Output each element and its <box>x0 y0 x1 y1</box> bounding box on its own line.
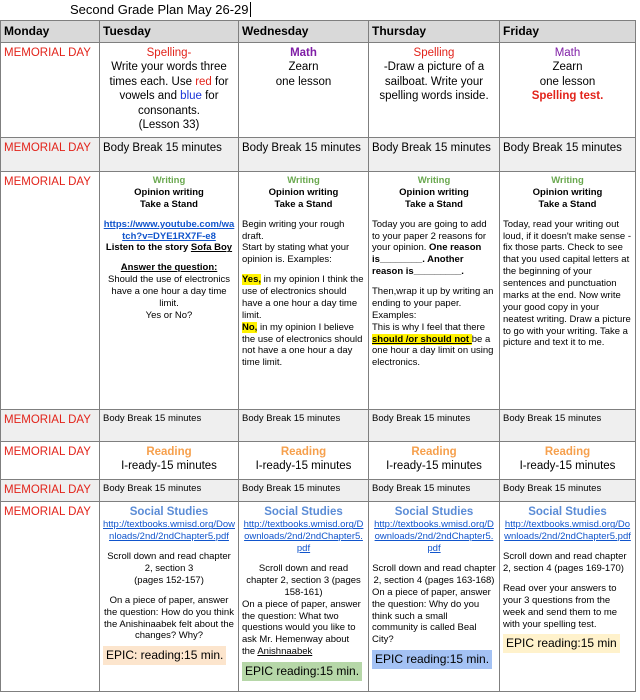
fri-writing-text: Today, read your writing out loud, if it doesn't make sense -fix those parts. Check to see that you used capital letters at the beginning of your sentences and punctuation marks at the end. Now write your good copy in your neatest writing. Draw a picture to go with your writing. Take a picture and text it to me. <box>503 218 632 349</box>
social-heading: Social Studies <box>264 506 343 518</box>
writing-heading: Writing <box>152 175 186 186</box>
thu-text: be a one hour a day limit on using electronics. <box>372 333 494 369</box>
memorial-day-cell: MEMORIAL DAY <box>1 172 100 410</box>
question-label: Answer the question: <box>120 262 218 274</box>
textbook-link[interactable]: http://textbooks.wmisd.org/Downloads/2nd/2ndChapter5.pdf <box>504 519 631 543</box>
pages: (pages 152-157) <box>134 574 204 586</box>
spelling-instructions: -Draw a picture of a sailboat. Write your spelling words inside. <box>379 61 489 103</box>
friday-math-cell <box>500 43 636 138</box>
listen-text: Listen to the story <box>105 242 191 254</box>
day-header-thursday: Thursday <box>369 21 500 43</box>
day-header-tuesday: Tuesday <box>100 21 239 43</box>
question-underlined: Anishnaabek <box>257 646 313 658</box>
body-break-cell: Body Break 15 minutes <box>100 410 239 442</box>
wednesday-math-cell <box>239 43 369 138</box>
body-break-cell: Body Break 15 minutes <box>369 480 500 502</box>
epic-reading-badge: EPIC: reading:15 min. <box>103 646 226 665</box>
writing-heading: Writing <box>551 175 584 186</box>
yes-text: in my opinion I think the use of electronics should have a one hour a day time limit. <box>242 274 364 321</box>
writing-heading: Writing <box>417 175 451 186</box>
spelling-test: Spelling test. <box>531 90 604 103</box>
textbook-link[interactable]: http://textbooks.wmisd.org/Downloads/2nd/2ndChapter5.pdf <box>243 519 364 555</box>
social-heading: Social Studies <box>528 506 607 518</box>
math-line: Zearn <box>288 61 319 74</box>
listen-story <box>103 242 235 254</box>
reading-cell <box>239 442 369 480</box>
header-row <box>1 21 636 43</box>
writing-sub: Take a Stand <box>405 198 463 210</box>
reading-line: I-ready-15 minutes <box>386 460 482 473</box>
instr-text: for consonants. <box>137 90 219 117</box>
row-body-break <box>1 410 636 442</box>
no-text: in my opinion I believe the use of electronics should not have a one hour a day time limit. <box>242 321 363 369</box>
social-heading: Social Studies <box>394 506 474 518</box>
tuesday-spelling-cell <box>100 43 239 138</box>
day-header-wednesday: Wednesday <box>239 21 369 43</box>
no-highlight: No, <box>242 321 258 333</box>
thursday-writing-cell <box>369 172 500 410</box>
epic-reading-badge: EPIC reading:15 min <box>503 634 620 653</box>
textbook-link[interactable]: http://textbooks.wmisd.org/Downloads/2nd/2ndChapter5.pdf <box>374 519 494 555</box>
row-body-break <box>1 138 636 172</box>
friday-writing-cell <box>500 172 636 410</box>
body-break-cell: Body Break 15 minutes <box>239 138 369 172</box>
thu-text: This is why I feel that there <box>372 321 485 333</box>
body-break-cell: Body Break 15 minutes <box>239 480 369 502</box>
tuesday-social-cell <box>100 502 239 692</box>
writing-sub: Take a Stand <box>274 198 333 210</box>
math-line: one lesson <box>539 75 596 88</box>
question <box>242 599 365 658</box>
writing-sub: Opinion writing <box>268 186 339 198</box>
thu-reasons <box>372 219 496 278</box>
spelling-heading: Spelling <box>413 47 455 59</box>
document-title-text: Second Grade Plan May 26-29 <box>70 2 249 17</box>
thu-example <box>372 322 496 370</box>
body-break-cell: Body Break 15 minutes <box>100 480 239 502</box>
math-line: one lesson <box>275 75 332 88</box>
question-text: On a piece of paper, answer the question: What two questions would you like to ask Mr. Hemenway about the <box>242 598 361 658</box>
row-reading <box>1 442 636 480</box>
memorial-day-cell: MEMORIAL DAY <box>1 138 100 172</box>
wednesday-social-cell <box>239 502 369 692</box>
weekly-plan-table <box>0 20 636 692</box>
wednesday-writing-cell <box>239 172 369 410</box>
reading-line: I-ready-15 minutes <box>121 460 217 473</box>
tuesday-writing-cell <box>100 172 239 410</box>
thu-text: Today you are going to add to your paper 2 reasons for your opinion. <box>372 218 487 254</box>
body-break-cell: Body Break 15 minutes <box>369 138 500 172</box>
reading-heading: Reading <box>411 446 457 458</box>
reading-line: I-ready-15 minutes <box>255 460 352 473</box>
body-break-cell: Body Break 15 minutes <box>369 410 500 442</box>
writing-sub: Opinion writing <box>399 186 469 198</box>
textbook-link[interactable]: http://textbooks.wmisd.org/Downloads/2nd/2ndChapter5.pdf <box>103 519 235 543</box>
read-instructions: Scroll down and read chapter 2, section 4 (pages 163-168) <box>372 563 496 586</box>
reading-heading: Reading <box>544 446 591 458</box>
writing-sub: Opinion writing <box>134 186 204 198</box>
youtube-link[interactable]: https://www.youtube.com/watch?v=DYE1RX7F-e8 <box>103 218 235 242</box>
wed-p2: Start by stating what your opinion is. Examples: <box>242 242 350 266</box>
social-heading: Social Studies <box>129 506 209 518</box>
thu-highlight: should /or should not <box>372 333 472 345</box>
math-line: Zearn <box>552 61 583 74</box>
read-instructions: Scroll down and read chapter 2, section 3 (pages 158-161) <box>246 563 361 598</box>
thu-bold: One reason is________. Another reason is_________. <box>372 242 482 278</box>
body-break-cell: Body Break 15 minutes <box>500 138 636 172</box>
instr-text: Write your words three times each. Use <box>109 61 227 88</box>
reading-cell <box>500 442 636 480</box>
memorial-day-cell: MEMORIAL DAY <box>1 442 100 480</box>
body-break-cell: Body Break 15 minutes <box>239 410 369 442</box>
body-break-cell: Body Break 15 minutes <box>500 480 636 502</box>
memorial-day-cell: MEMORIAL DAY <box>1 43 100 138</box>
wed-p1: Begin writing your rough draft. <box>242 218 345 242</box>
story-title: Sofa Boy <box>190 242 233 254</box>
instr-red: red <box>195 75 212 88</box>
final-instructions: Read over your answers to your 3 questions from the week and send them to me with your spelling test. <box>503 582 618 630</box>
body-break-cell: Body Break 15 minutes <box>100 138 239 172</box>
question: On a piece of paper, answer the question: How do you think the Anishinaabek felt about the changes? Why? <box>104 594 234 642</box>
epic-reading-badge: EPIC reading:15 min. <box>242 662 362 681</box>
read-instructions: Scroll down and read chapter 2, section 3 <box>107 551 231 574</box>
row-writing <box>1 172 636 410</box>
yes-highlight: Yes, <box>242 274 262 286</box>
question-text: Should the use of electronics have a one hour a day time limit. <box>108 274 230 309</box>
body-break-cell: Body Break 15 minutes <box>500 410 636 442</box>
memorial-day-cell: MEMORIAL DAY <box>1 410 100 442</box>
spelling-instructions <box>103 60 235 118</box>
math-heading: Math <box>290 47 317 59</box>
memorial-day-cell: MEMORIAL DAY <box>1 480 100 502</box>
question: On a piece of paper, answer the question: Why do you think such a small community is called Beal City? <box>372 586 491 646</box>
day-header-monday: Monday <box>1 21 100 43</box>
instr-blue: blue <box>180 90 202 103</box>
instr-text: for vowels and <box>119 75 229 103</box>
reading-line: I-ready-15 minutes <box>519 460 616 473</box>
writing-sub: Take a Stand <box>538 198 597 210</box>
text-cursor <box>250 2 251 17</box>
reading-heading: Reading <box>146 446 192 458</box>
document-title <box>70 2 251 17</box>
reading-cell <box>100 442 239 480</box>
row-social-studies <box>1 502 636 692</box>
thursday-spelling-cell <box>369 43 500 138</box>
writing-sub: Opinion writing <box>532 186 603 198</box>
math-heading: Math <box>554 47 581 59</box>
read-instructions: Scroll down and read chapter 2, section 4 (pages 169-170) <box>503 551 627 574</box>
row-body-break <box>1 480 636 502</box>
yes-example <box>242 274 365 322</box>
reading-cell <box>369 442 500 480</box>
writing-sub: Take a Stand <box>140 198 198 210</box>
lesson-number: (Lesson 33) <box>138 118 200 131</box>
yes-no: Yes or No? <box>145 309 193 321</box>
row-spelling-math <box>1 43 636 138</box>
no-example <box>242 322 365 370</box>
memorial-day-cell: MEMORIAL DAY <box>1 502 100 692</box>
epic-reading-badge: EPIC reading:15 min. <box>372 650 492 669</box>
reading-heading: Reading <box>280 446 327 458</box>
friday-social-cell <box>500 502 636 692</box>
writing-heading: Writing <box>287 175 320 186</box>
spelling-heading: Spelling- <box>146 47 192 59</box>
thursday-social-cell <box>369 502 500 692</box>
thu-wrap: Then,wrap it up by writing an ending to your paper. Examples: <box>372 286 494 321</box>
day-header-friday: Friday <box>500 21 636 43</box>
